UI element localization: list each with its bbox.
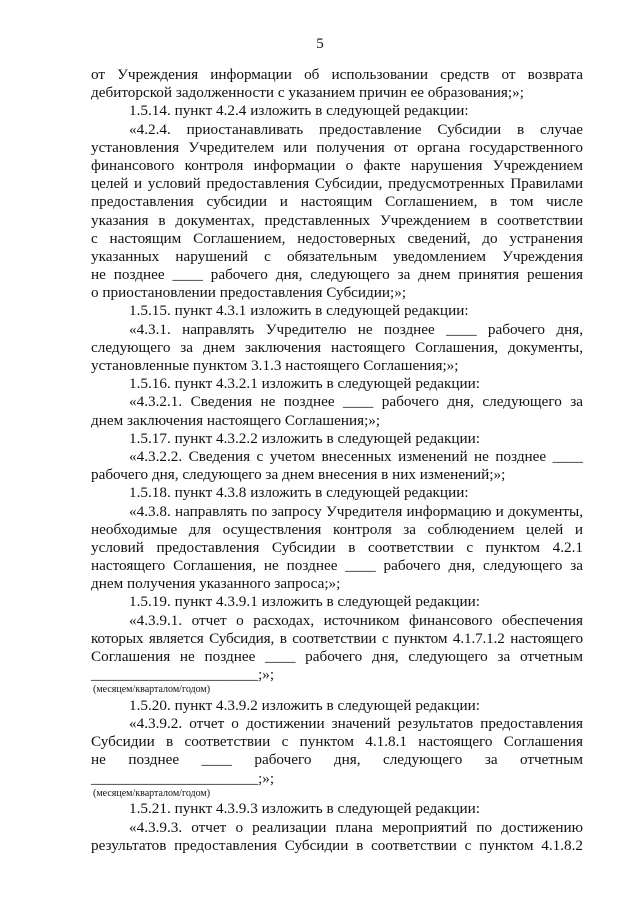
document-body: [91, 66, 583, 855]
paragraph-first-line: «4.3.8. направлять по запросу Учредителя информацию и документы,: [129, 502, 583, 520]
paragraph-line: установления Учредителем или получения от органа государственного: [91, 138, 583, 156]
paragraph-line: необходимые для осуществления контроля за соблюдением целей и: [91, 520, 583, 538]
form-caption: (месяцем/кварталом/годом): [93, 787, 211, 799]
paragraph-line: указания в документах, представленных Учреждением в соответствии: [91, 211, 583, 229]
paragraph-first-line: «4.3.2.1. Сведения не позднее ____ рабочего дня, следующего за: [129, 393, 583, 411]
paragraph-line: установленные пунктом 3.1.3 настоящего Соглашения;»;: [91, 357, 459, 374]
page-number: 5: [316, 36, 324, 52]
paragraph-line: следующего за днем заключения настоящего Соглашения, документы,: [91, 338, 583, 356]
paragraph-first-line: 1.5.21. пункт 4.3.9.3 изложить в следующей редакции:: [129, 800, 480, 818]
paragraph-line: дебиторской задолженности с указанием причин ее образования;»;: [91, 84, 524, 102]
paragraph-line: настоящего Соглашения, не позднее ____ рабочего дня, следующего за: [91, 557, 583, 575]
paragraph-line: которых является Субсидия, в соответствии с пунктом 4.1.7.1.2 настоящего: [91, 629, 583, 647]
paragraph-line: Соглашения не позднее ____ рабочего дня, следующего за отчетным: [91, 648, 583, 665]
paragraph-line: от Учреждения информации об использовании средств от возврата: [91, 66, 583, 83]
paragraph-first-line: 1.5.16. пункт 4.3.2.1 изложить в следующей редакции:: [129, 375, 480, 393]
paragraph-line: результатов предоставления Субсидии в соответствии с пунктом 4.1.8.2: [91, 836, 583, 854]
paragraph-first-line: 1.5.18. пункт 4.3.8 изложить в следующей редакции:: [129, 484, 469, 502]
paragraph-first-line: «4.3.9.2. отчет о достижении значений результатов предоставления: [129, 715, 583, 733]
paragraph-first-line: «4.3.9.3. отчет о реализации плана мероприятий по достижению: [129, 818, 583, 836]
paragraph-first-line: 1.5.15. пункт 4.3.1 изложить в следующей редакции:: [129, 302, 469, 320]
paragraph-line: предоставления субсидии и настоящим Соглашением, в том числе: [91, 193, 583, 211]
paragraph-first-line: 1.5.20. пункт 4.3.9.2 изложить в следующей редакции:: [129, 696, 480, 714]
paragraph-first-line: 1.5.14. пункт 4.2.4 изложить в следующей редакции:: [129, 102, 469, 120]
paragraph-line: финансового контроля информации о факте нарушения Учреждением: [91, 156, 583, 174]
paragraph-line: днем получения указанного запроса;»;: [91, 575, 341, 593]
form-caption: (месяцем/кварталом/годом): [93, 684, 211, 696]
paragraph-first-line: 1.5.19. пункт 4.3.9.1 изложить в следующей редакции:: [129, 593, 480, 611]
paragraph-line: рабочего дня, следующего за днем внесения в них изменений;»;: [91, 466, 506, 484]
paragraph-first-line: 1.5.17. пункт 4.3.2.2 изложить в следующей редакции:: [129, 429, 480, 447]
paragraph-line: целей и условий предоставления Субсидии, предусмотренных Правилами: [91, 175, 583, 193]
paragraph-line: не позднее ____ рабочего дня, следующего за днем принятия решения: [91, 266, 583, 284]
paragraph-line: о приостановлении предоставления Субсидии;»;: [91, 284, 407, 302]
paragraph-line: с настоящим Соглашением, недостоверных сведений, до устранения: [91, 229, 583, 247]
paragraph-line: Субсидии в соответствии с пунктом 4.1.8.1 настоящего Соглашения: [91, 733, 583, 751]
paragraph-line: днем заключения настоящего Соглашения;»;: [91, 411, 381, 429]
paragraph-line: ______________________;»;: [91, 769, 275, 787]
paragraph-line: ______________________;»;: [91, 666, 275, 684]
paragraph-first-line: «4.3.2.2. Сведения с учетом внесенных изменений не позднее ____: [129, 447, 583, 465]
paragraph-first-line: «4.2.4. приостанавливать предоставление Субсидии в случае: [129, 120, 583, 138]
paragraph-line: указанных нарушений с обязательным уведомлением Учреждения: [91, 247, 583, 265]
paragraph-line: условий предоставления Субсидии в соответствии с пунктом 4.2.1: [91, 538, 583, 556]
paragraph-first-line: «4.3.1. направлять Учредителю не позднее ____ рабочего дня,: [129, 320, 583, 338]
paragraph-line: не позднее ____ рабочего дня, следующего за отчетным: [91, 751, 583, 769]
paragraph-first-line: «4.3.9.1. отчет о расходах, источником финансового обеспечения: [129, 611, 583, 629]
